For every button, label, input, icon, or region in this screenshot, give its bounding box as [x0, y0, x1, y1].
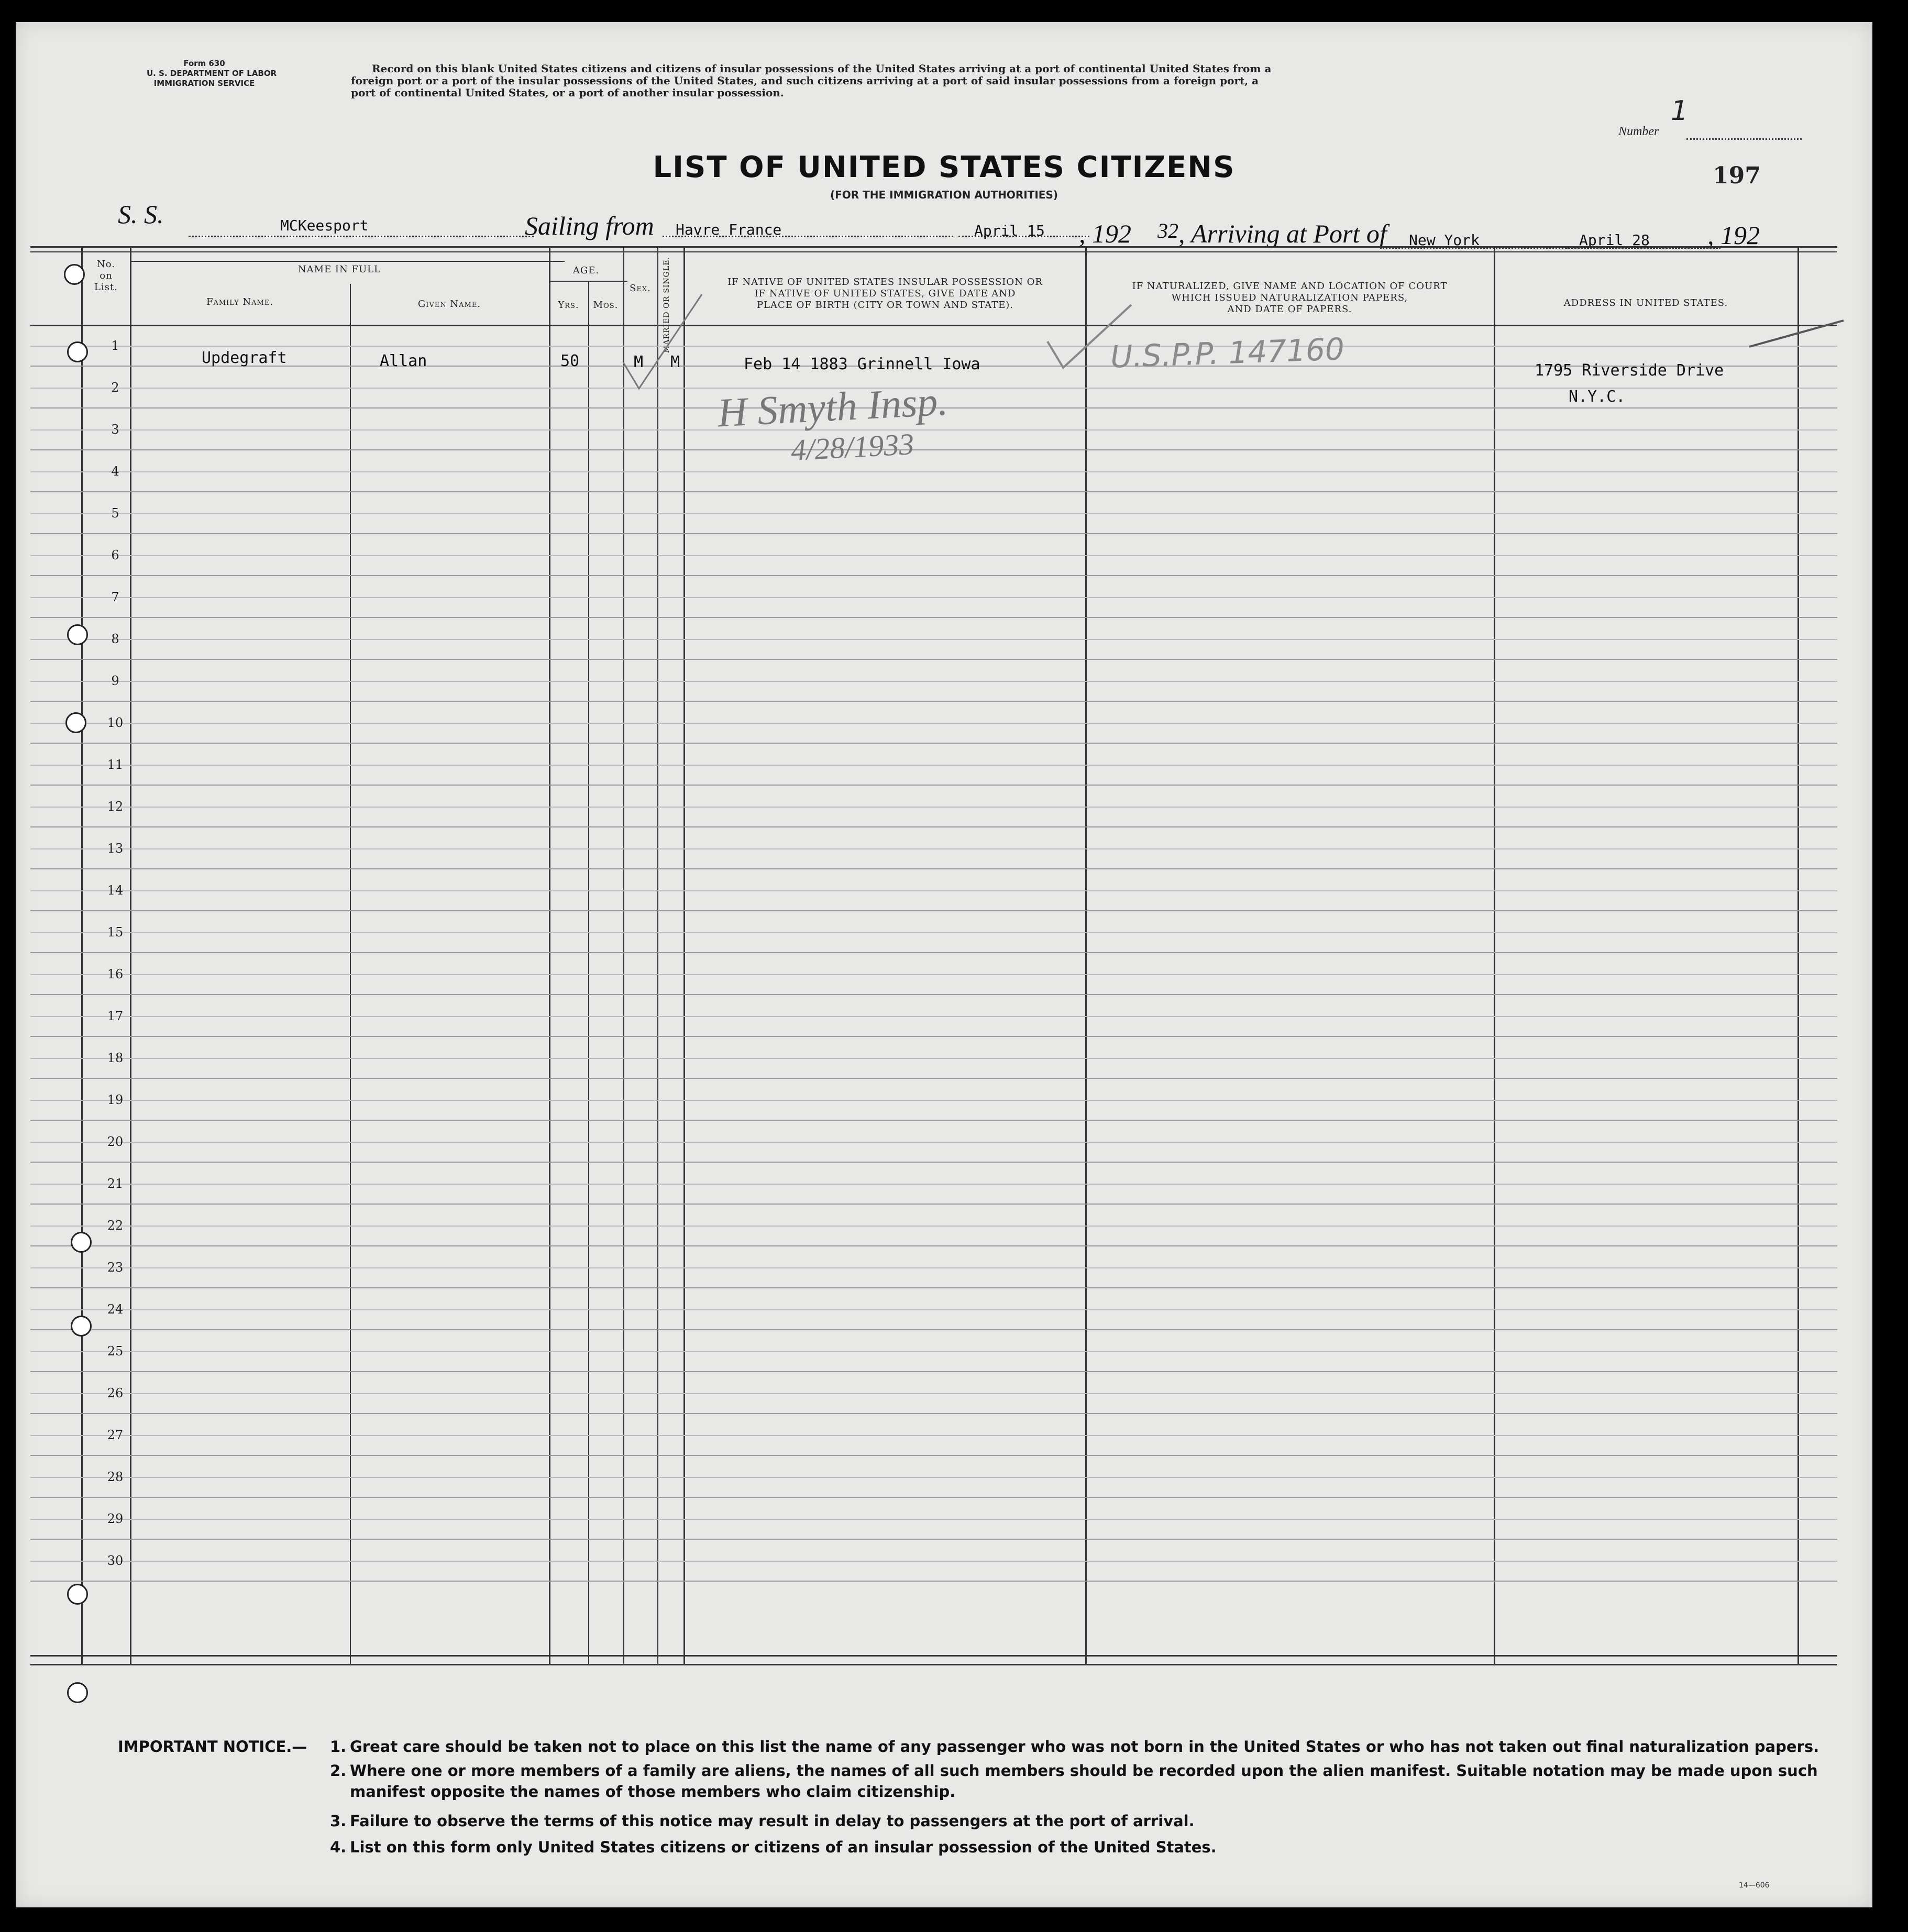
sailing-label: Sailing from [525, 211, 654, 240]
inspector-signature: H Smyth Insp. [716, 378, 949, 436]
col-rule [588, 281, 589, 1665]
notice-item [330, 1810, 1849, 1831]
col-rule [549, 247, 550, 1665]
row-number: 28 [107, 1470, 124, 1484]
header-mos: Mos. [593, 300, 619, 311]
table-top-border [30, 246, 1837, 248]
table-bottom-rule-2 [30, 1664, 1837, 1665]
inspection-date: 4/28/1933 [790, 426, 915, 468]
col-rule [130, 247, 131, 1665]
col-rule [81, 247, 83, 1665]
notice-item-text: Great care should be taken not to place on this list the name of any passenger who was not born in the United States or who has not taken out final naturalization papers. [350, 1738, 1819, 1756]
row-rule [30, 1162, 1837, 1163]
row-number: 14 [107, 883, 124, 898]
row-number: 3 [111, 422, 119, 437]
address-line-2: N.Y.C. [1569, 388, 1626, 406]
row-midline [30, 1477, 1837, 1478]
birth-cell: Feb 14 1883 Grinnell Iowa [744, 355, 980, 373]
row-rule [30, 1245, 1837, 1246]
form-code: 14—606 [1739, 1881, 1770, 1890]
header-no-line: List. [94, 282, 118, 293]
notice-item-number: 4. [330, 1838, 347, 1856]
punch-hole [67, 1584, 88, 1605]
row-number: 5 [111, 506, 119, 521]
row-rule [30, 1413, 1837, 1414]
col-rule [1797, 247, 1799, 1665]
header-yrs: Yrs. [558, 300, 579, 311]
row-midline [30, 1267, 1837, 1268]
row-number: 2 [111, 380, 119, 395]
row-number: 12 [107, 799, 124, 814]
row-number: 26 [107, 1386, 124, 1400]
row-rule [30, 910, 1837, 911]
header-birth-line: IF NATIVE OF UNITED STATES, GIVE DATE AND [754, 288, 1016, 299]
row-rule [30, 575, 1837, 576]
row-midline [30, 974, 1837, 975]
row-midline [30, 1393, 1837, 1394]
col-rule [1085, 247, 1087, 1665]
col-rule [683, 247, 685, 1665]
notice-item-number: 2. [330, 1762, 347, 1780]
row-midline [30, 1309, 1837, 1310]
row-midline [30, 765, 1837, 766]
address-line-1: 1795 Riverside Drive [1535, 361, 1724, 380]
punch-hole [64, 264, 85, 285]
row-midline [30, 723, 1837, 724]
instructions [351, 63, 1566, 99]
row-number: 22 [107, 1218, 124, 1233]
row-rule [30, 1497, 1837, 1498]
row-midline [30, 807, 1837, 808]
year-written-1: 32 [1157, 219, 1178, 242]
row-rule [30, 1287, 1837, 1288]
header-name-in-full: NAME IN FULL [297, 264, 381, 275]
row-midline [30, 1351, 1837, 1352]
punch-hole [67, 341, 88, 362]
row-number: 18 [107, 1051, 124, 1065]
number-label: Number [1618, 125, 1659, 138]
row-number: 23 [107, 1260, 124, 1275]
ship-name: MCKeesport [280, 217, 369, 234]
row-number: 6 [111, 548, 119, 562]
row-midline [30, 848, 1837, 849]
service-name: IMMIGRATION SERVICE [153, 79, 255, 88]
row-number: 13 [107, 841, 124, 856]
punch-hole [67, 1682, 88, 1703]
header-address: ADDRESS IN UNITED STATES. [1563, 297, 1728, 308]
row-rule [30, 1329, 1837, 1330]
row-midline [30, 1184, 1837, 1185]
punch-hole [71, 1232, 92, 1253]
header-naturalized-line: AND DATE OF PAPERS. [1227, 304, 1352, 315]
row-rule [30, 1120, 1837, 1121]
notice-item-text: List on this form only United States citizens or citizens of an insular possession of the United States. [350, 1838, 1217, 1856]
row-midline [30, 1100, 1837, 1101]
row-number: 24 [107, 1302, 124, 1317]
row-midline [30, 1519, 1837, 1520]
row-midline [30, 513, 1837, 514]
row-number: 15 [107, 925, 124, 940]
row-rule [30, 743, 1837, 744]
instructions-line: foreign port or a port of the insular possessions of the United States, and such citizens arriving at a port of said insular possessions from a foreign port, a [351, 74, 1259, 87]
punch-hole [71, 1316, 92, 1337]
ss-label: S. S. [118, 200, 164, 229]
arrival-date: April 28 [1579, 231, 1650, 249]
notice-item-text: Where one or more members of a family are aliens, the names of all such members should be recorded upon the alien manifest. Suitable notation may be made upon such manifest opposite the names of those members who claim citizenship. [350, 1762, 1818, 1801]
row-number: 16 [107, 967, 124, 981]
naturalization-stamp: U.S.P.P. 147160 [1109, 331, 1345, 375]
row-number: 9 [111, 674, 119, 688]
pencil-mark [1744, 315, 1849, 357]
header-married: MARRIED OR SINGLE. [663, 257, 671, 353]
notice-item-text: Failure to observe the terms of this notice may result in delay to passengers at the port of arrival. [350, 1812, 1195, 1830]
row-number: 27 [107, 1428, 124, 1442]
row-midline [30, 597, 1837, 598]
check-mark [618, 284, 707, 399]
header-no-line: No. [97, 259, 115, 270]
header-age: AGE. [572, 265, 600, 276]
married-cell: M [670, 353, 680, 371]
row-number: 8 [111, 632, 119, 646]
row-midline [30, 471, 1837, 472]
row-rule [30, 533, 1837, 534]
row-midline [30, 681, 1837, 682]
row-midline [30, 1561, 1837, 1562]
row-rule [30, 785, 1837, 786]
header-bottom-rule [30, 325, 1837, 326]
row-number: 30 [107, 1553, 124, 1568]
instructions-line: Record on this blank United States citizens and citizens of insular possessions of the United States arriving at a port of continental United States from a [372, 62, 1272, 75]
row-rule [30, 952, 1837, 953]
row-midline [30, 429, 1837, 430]
header-birth-line: PLACE OF BIRTH (CITY OR TOWN AND STATE). [756, 300, 1014, 311]
notice-item [330, 1760, 1849, 1802]
row-midline [30, 1226, 1837, 1227]
number-value: 1 [1671, 95, 1689, 127]
row-rule [30, 1539, 1837, 1540]
row-midline [30, 1058, 1837, 1059]
table-bottom-rule [30, 1655, 1837, 1657]
notice-item [330, 1736, 1849, 1757]
row-rule [30, 868, 1837, 869]
row-number: 19 [107, 1092, 124, 1107]
row-number: 20 [107, 1134, 124, 1149]
page-subtitle: (FOR THE IMMIGRATION AUTHORITIES) [830, 189, 1058, 201]
row-number: 21 [107, 1176, 124, 1191]
row-rule [30, 617, 1837, 618]
row-number: 10 [107, 715, 124, 730]
row-number: 11 [107, 757, 124, 772]
department-block [147, 59, 277, 89]
notice-item-number: 1. [330, 1738, 347, 1756]
check-mark [1042, 294, 1137, 378]
header-family-name: Family Name. [206, 296, 274, 307]
row-rule [30, 659, 1837, 660]
col-rule [657, 247, 658, 1665]
notice-item-number: 3. [330, 1812, 347, 1830]
arrival-port: New York [1409, 231, 1480, 249]
header-naturalized [1087, 281, 1493, 315]
sail-date: April 15 [974, 222, 1045, 239]
arriving-label: , Arriving at Port of [1178, 219, 1387, 248]
year-printed-2: , 192 [1707, 220, 1760, 250]
row-number: 17 [107, 1009, 124, 1023]
notice-item [330, 1837, 1849, 1858]
header-birth [689, 277, 1082, 311]
given-name-cell: Allan [380, 352, 427, 370]
document-sheet [16, 22, 1872, 1907]
col-rule [1494, 247, 1495, 1665]
row-rule [30, 1581, 1837, 1582]
row-midline [30, 890, 1837, 891]
row-number: 29 [107, 1511, 124, 1526]
notice-title: IMPORTANT NOTICE.— [118, 1738, 307, 1756]
row-rule [30, 1036, 1837, 1037]
row-midline [30, 639, 1837, 640]
ship-line [189, 236, 534, 237]
row-rule [30, 826, 1837, 827]
number-line [1686, 138, 1802, 140]
punch-hole [67, 624, 88, 645]
header-no-line: on [100, 270, 113, 281]
col-rule [623, 247, 624, 1665]
header-given-name: Given Name. [417, 299, 481, 310]
page-title: LIST OF UNITED STATES CITIZENS [653, 150, 1236, 184]
row-rule [30, 449, 1837, 450]
row-rule [30, 491, 1837, 492]
row-rule [30, 701, 1837, 702]
row-rule [30, 1371, 1837, 1372]
instructions-line: port of continental United States, or a port of another insular possession. [351, 86, 784, 99]
name-header-rule [130, 261, 565, 262]
family-name-cell: Updegraft [202, 349, 287, 367]
row-midline [30, 932, 1837, 933]
header-naturalized-line: WHICH ISSUED NATURALIZATION PAPERS, [1171, 292, 1408, 303]
sex-cell: M [634, 353, 644, 371]
row-number: 25 [107, 1344, 124, 1359]
row-midline [30, 555, 1837, 556]
row-number: 4 [111, 464, 119, 479]
printed-year: 197 [1713, 162, 1761, 189]
row-rule [30, 1204, 1837, 1205]
row-number: 1 [111, 338, 119, 353]
row-midline [30, 1142, 1837, 1143]
punch-hole [65, 712, 86, 733]
row-midline [30, 346, 1837, 347]
row-number: 7 [111, 590, 119, 604]
header-naturalized-line: IF NATURALIZED, GIVE NAME AND LOCATION OF COURT [1132, 281, 1448, 292]
row-midline [30, 1435, 1837, 1436]
header-birth-line: IF NATIVE OF UNITED STATES INSULAR POSSESSION OR [727, 277, 1043, 288]
row-rule [30, 1455, 1837, 1456]
age-years-cell: 50 [560, 352, 580, 370]
form-number: Form 630 [183, 59, 225, 68]
row-rule [30, 994, 1837, 995]
row-midline [30, 1016, 1837, 1017]
from-port: Havre France [676, 221, 782, 238]
row-rule [30, 1078, 1837, 1079]
year-printed-1: , 192 [1079, 219, 1131, 248]
header-no [84, 259, 128, 293]
department-name: U. S. DEPARTMENT OF LABOR [147, 69, 277, 78]
table-top-border-2 [30, 251, 1837, 252]
header-sex: Sex. [630, 283, 651, 294]
